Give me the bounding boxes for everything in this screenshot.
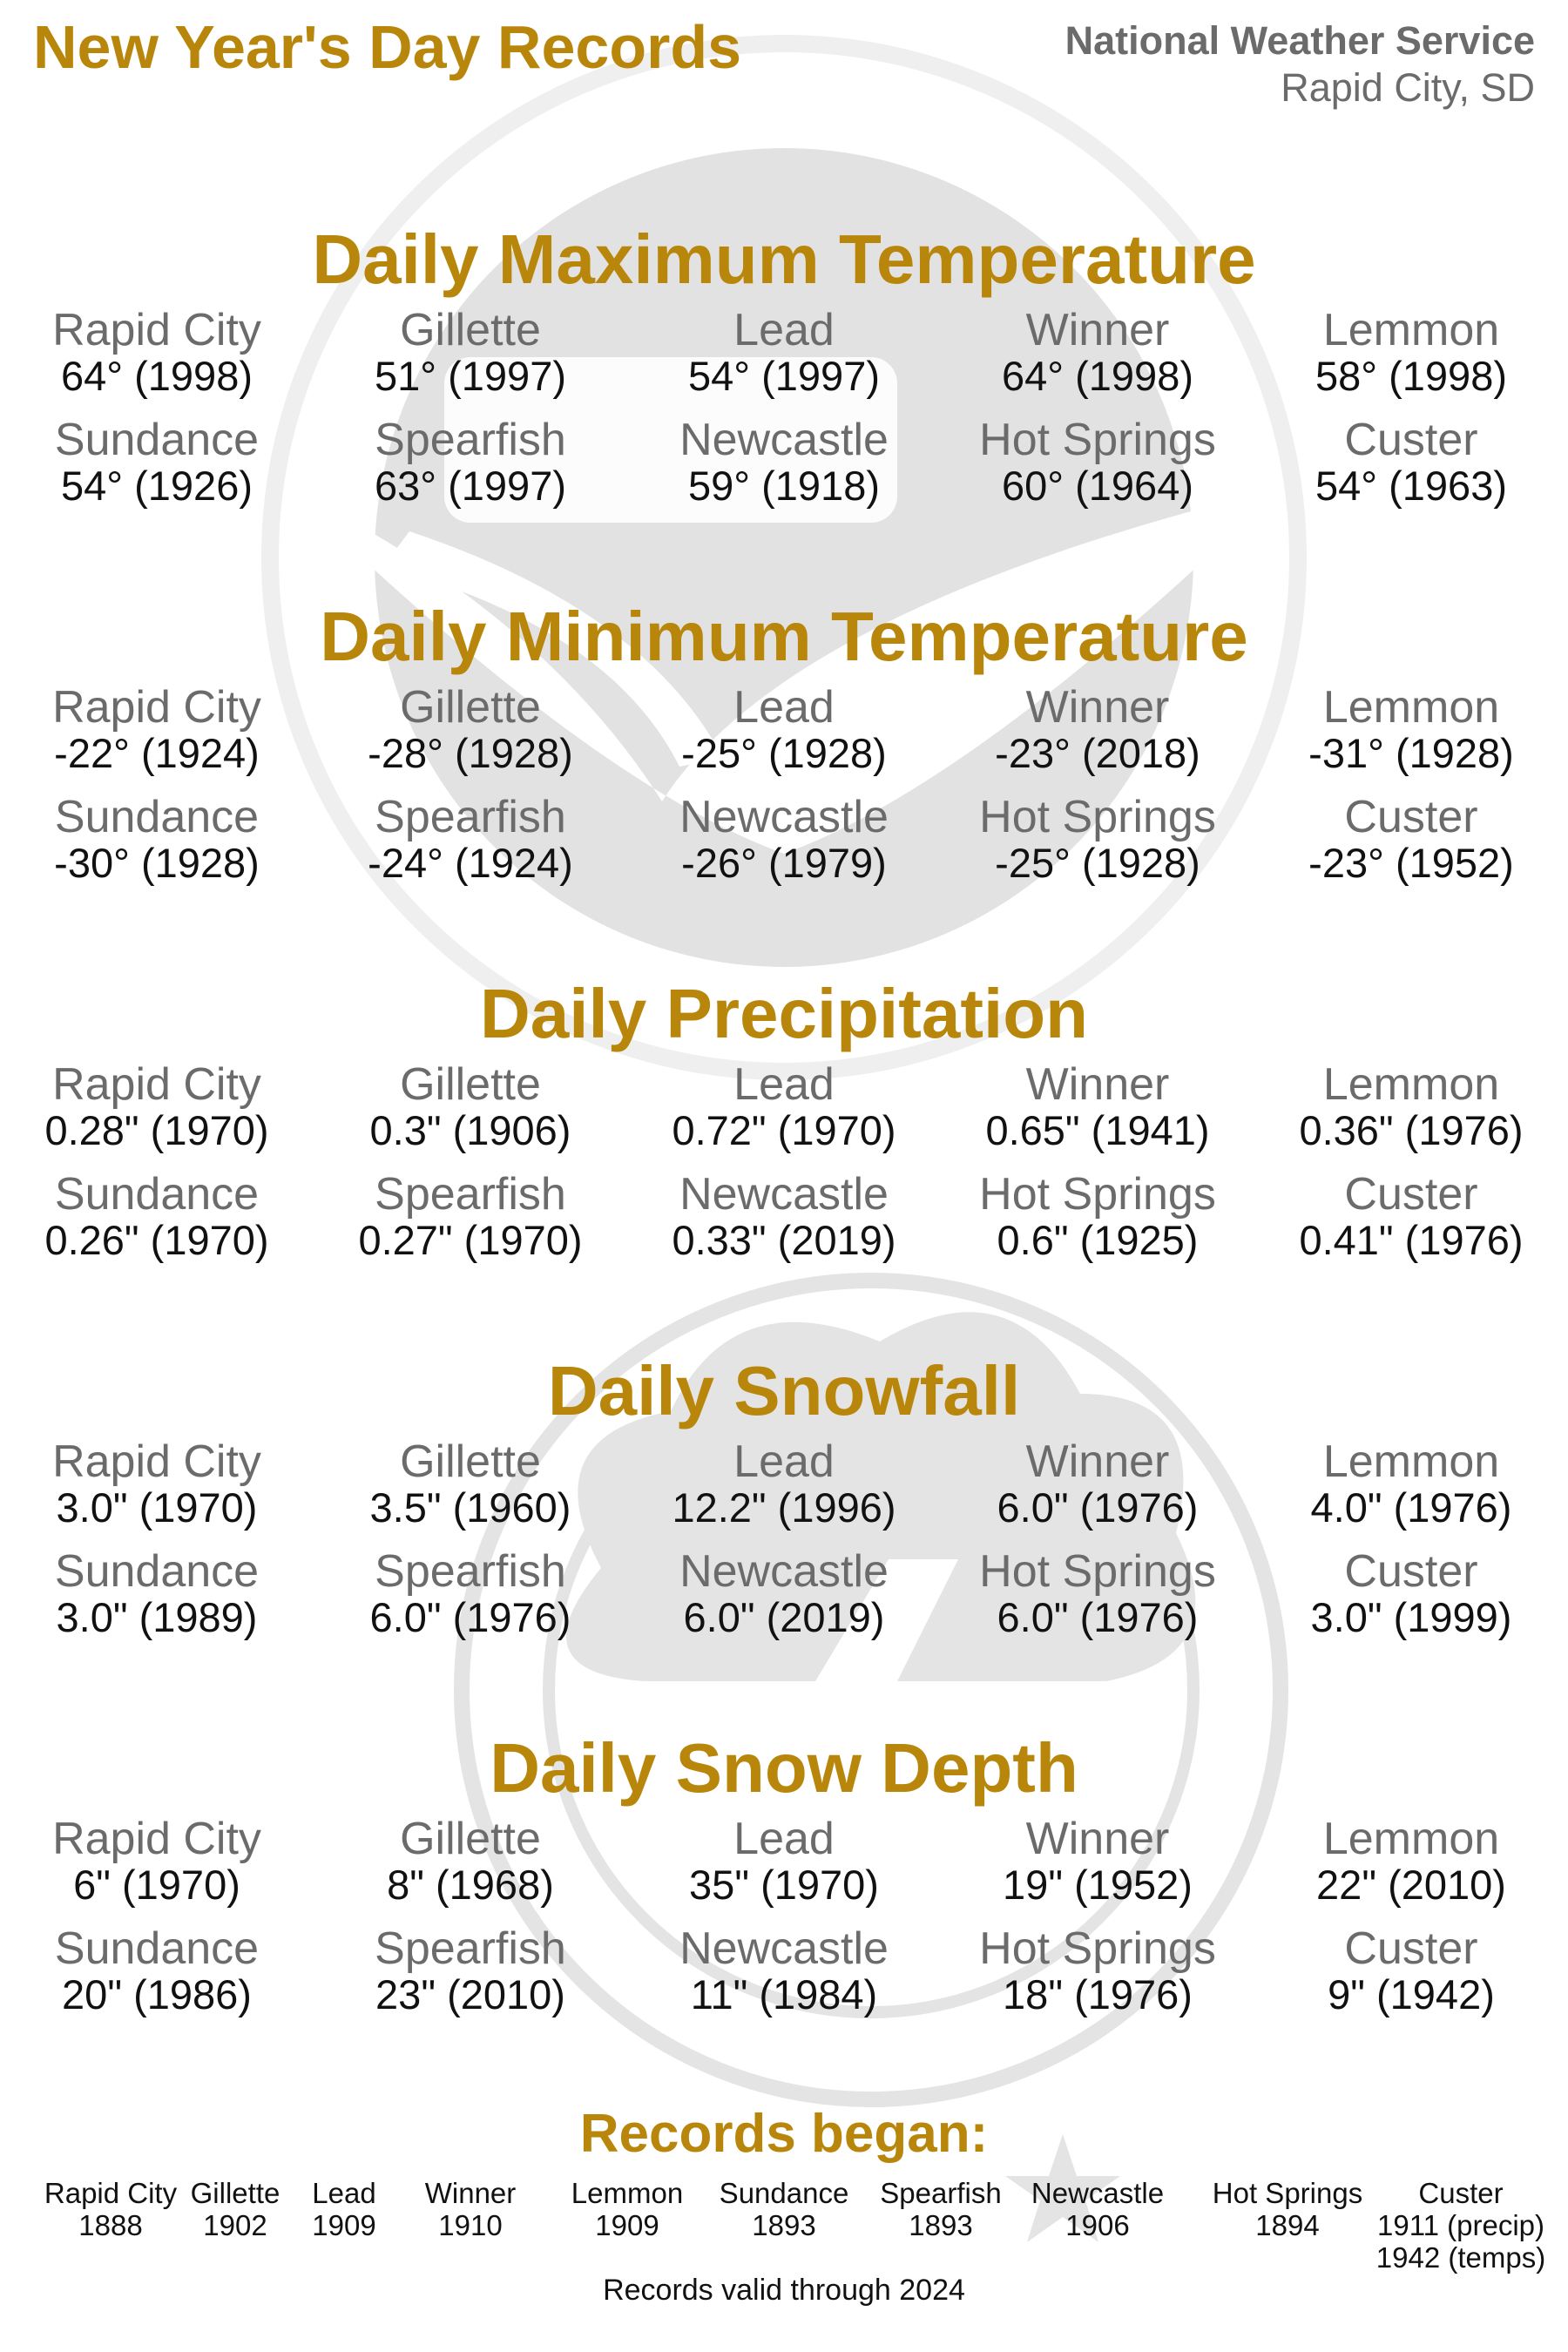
records-began-item <box>571 2178 683 2242</box>
record-value: 0.33" (2019) <box>672 1216 896 1263</box>
record-cell <box>314 791 627 886</box>
record-cell <box>0 1925 314 2016</box>
record-cell <box>627 307 941 397</box>
record-value: 20" (1986) <box>62 1970 252 2017</box>
start-year: 1909 <box>595 2208 659 2241</box>
office-location: Rapid City, SD <box>1281 65 1535 110</box>
record-value: 0.28" (1970) <box>44 1106 269 1153</box>
station-name: Newcastle <box>1031 2177 1165 2209</box>
section-title: Daily Maximum Temperature <box>312 220 1256 298</box>
record-value: 0.72" (1970) <box>672 1106 896 1153</box>
start-year: 1910 <box>438 2208 503 2241</box>
record-value: 59° (1918) <box>688 462 880 509</box>
record-cell <box>627 1061 941 1152</box>
record-cell <box>0 1815 314 1906</box>
record-cell <box>627 791 941 886</box>
record-cell <box>941 684 1254 774</box>
station-name: Sundance <box>54 1923 260 1974</box>
record-cell <box>0 1061 314 1152</box>
record-cell <box>314 1815 627 1906</box>
record-value: 54° (1997) <box>688 352 880 399</box>
station-name: Newcastle <box>679 1545 889 1597</box>
records-valid-note: Records valid through 2024 <box>603 2274 965 2307</box>
start-year: 1911 (precip) <box>1377 2208 1544 2241</box>
station-name: Rapid City <box>52 1814 261 1864</box>
record-cell <box>627 416 941 507</box>
station-name: Newcastle <box>679 414 889 465</box>
station-name: Lead <box>733 1436 835 1487</box>
record-cell <box>1254 1438 1568 1529</box>
record-cell <box>627 1438 941 1529</box>
record-value: 11" (1984) <box>690 1970 878 2017</box>
record-cell <box>1254 307 1568 397</box>
record-cell <box>627 1925 941 2016</box>
station-name: Gillette <box>400 682 541 733</box>
records-began-item <box>720 2178 849 2242</box>
record-cell <box>1254 1545 1568 1640</box>
station-name: Gillette <box>400 1436 541 1487</box>
station-name: Gillette <box>190 2177 280 2209</box>
station-name: Lemmon <box>1322 305 1500 355</box>
station-name: Newcastle <box>679 1168 889 1220</box>
record-value: 4.0" (1976) <box>1310 1484 1512 1531</box>
record-value: 63° (1997) <box>375 462 566 509</box>
record-value: 64° (1998) <box>61 352 253 399</box>
record-cell <box>627 1168 941 1263</box>
station-name: Lead <box>733 305 835 355</box>
record-cell <box>941 1168 1254 1263</box>
record-cell <box>0 791 314 886</box>
record-cell <box>314 416 627 507</box>
station-name: Spearfish <box>375 1168 566 1220</box>
records-began-item <box>425 2178 517 2242</box>
section-title: Daily Snowfall <box>547 1352 1021 1429</box>
section-title: Daily Precipitation <box>480 975 1088 1052</box>
station-name: Rapid City <box>52 682 261 733</box>
record-cell <box>0 1438 314 1529</box>
station-name: Sundance <box>54 1168 260 1220</box>
station-name: Lemmon <box>571 2177 684 2209</box>
records-began-item <box>1031 2178 1164 2242</box>
record-value: 0.26" (1970) <box>44 1216 269 1263</box>
start-year: 1893 <box>752 2208 816 2241</box>
record-value: 60° (1964) <box>1002 462 1193 509</box>
station-name: Newcastle <box>679 791 889 842</box>
record-value: -24° (1924) <box>368 839 573 886</box>
records-began-item <box>1376 2178 1545 2274</box>
record-value: 0.41" (1976) <box>1299 1216 1524 1263</box>
station-name: Hot Springs <box>979 1923 1216 1974</box>
station-name: Lemmon <box>1322 1814 1500 1864</box>
office-name: National Weather Service <box>1064 18 1535 63</box>
records-began-item <box>312 2178 375 2242</box>
record-value: 3.0" (1970) <box>56 1484 258 1531</box>
record-cell <box>0 1168 314 1263</box>
record-value: 0.65" (1941) <box>985 1106 1210 1153</box>
page-title: New Year's Day Records <box>33 13 742 81</box>
section-min-temp <box>0 598 1568 886</box>
station-name: Rapid City <box>52 1436 261 1487</box>
record-value: 9" (1942) <box>1328 1970 1495 2017</box>
station-name: Rapid City <box>52 1059 261 1110</box>
record-value: 23" (2010) <box>375 1970 565 2017</box>
station-name: Winner <box>424 2177 517 2209</box>
records-began-item <box>880 2178 1001 2242</box>
record-value: -28° (1928) <box>368 729 573 776</box>
record-value: 6" (1970) <box>73 1861 240 1908</box>
station-name: Custer <box>1344 1545 1478 1597</box>
record-cell <box>0 307 314 397</box>
record-value: 3.0" (1989) <box>56 1593 258 1640</box>
records-grid <box>0 1815 1568 2016</box>
record-cell <box>1254 416 1568 507</box>
record-value: 3.5" (1960) <box>369 1484 571 1531</box>
record-cell <box>314 1168 627 1263</box>
record-cell <box>627 1545 941 1640</box>
station-name: Winner <box>1025 682 1170 733</box>
record-cell <box>314 1438 627 1529</box>
record-value: -23° (1952) <box>1308 839 1514 886</box>
office-header <box>1065 17 1535 112</box>
records-began-list <box>0 2178 1568 2282</box>
record-cell <box>1254 1168 1568 1263</box>
station-name: Gillette <box>400 1059 541 1110</box>
start-year: 1902 <box>203 2208 267 2241</box>
station-name: Hot Springs <box>979 1168 1216 1220</box>
station-name: Hot Springs <box>979 791 1216 842</box>
record-value: 6.0" (2019) <box>683 1593 885 1640</box>
record-cell <box>314 1545 627 1640</box>
start-year: 1894 <box>1255 2208 1320 2241</box>
record-value: 64° (1998) <box>1002 352 1193 399</box>
record-value: -31° (1928) <box>1308 729 1514 776</box>
records-grid <box>0 684 1568 884</box>
station-name: Gillette <box>400 305 541 355</box>
station-name: Spearfish <box>375 791 566 842</box>
record-cell <box>1254 1061 1568 1152</box>
station-name: Winner <box>1025 305 1170 355</box>
station-name: Sundance <box>54 414 260 465</box>
station-name: Custer <box>1344 1923 1478 1974</box>
station-name: Hot Springs <box>1212 2177 1363 2209</box>
start-year: 1888 <box>78 2208 143 2241</box>
station-name: Custer <box>1344 791 1478 842</box>
station-name: Spearfish <box>375 414 566 465</box>
record-value: 19" (1952) <box>1003 1861 1193 1908</box>
station-name: Custer <box>1344 414 1478 465</box>
record-value: 0.27" (1970) <box>358 1216 583 1263</box>
station-name: Lemmon <box>1322 682 1500 733</box>
record-cell <box>0 684 314 774</box>
record-value: 0.36" (1976) <box>1299 1106 1524 1153</box>
record-value: 6.0" (1976) <box>997 1484 1199 1531</box>
record-cell <box>1254 1925 1568 2016</box>
record-cell <box>941 307 1254 397</box>
station-name: Lead <box>733 682 835 733</box>
record-value: 0.6" (1925) <box>997 1216 1199 1263</box>
record-cell <box>314 307 627 397</box>
record-value: 51° (1997) <box>375 352 566 399</box>
station-name: Lead <box>312 2177 376 2209</box>
record-cell <box>1254 791 1568 886</box>
station-name: Custer <box>1418 2177 1504 2209</box>
station-name: Sundance <box>54 791 260 842</box>
station-name: Hot Springs <box>979 414 1216 465</box>
station-name: Custer <box>1344 1168 1478 1220</box>
station-name: Gillette <box>400 1814 541 1864</box>
record-value: 58° (1998) <box>1315 352 1507 399</box>
record-value: -25° (1928) <box>681 729 887 776</box>
start-year: 1909 <box>312 2208 376 2241</box>
record-cell <box>0 1545 314 1640</box>
record-cell <box>941 1815 1254 1906</box>
station-name: Lemmon <box>1322 1436 1500 1487</box>
start-year: 1893 <box>909 2208 973 2241</box>
record-value: 12.2" (1996) <box>672 1484 896 1531</box>
records-began-title: Records began: <box>579 2104 989 2164</box>
records-began-item <box>1213 2178 1362 2242</box>
record-value: 0.3" (1906) <box>369 1106 571 1153</box>
station-name: Lead <box>733 1059 835 1110</box>
record-cell <box>941 1925 1254 2016</box>
record-value: -30° (1928) <box>54 839 260 886</box>
station-name: Spearfish <box>375 1545 566 1597</box>
station-name: Winner <box>1025 1436 1170 1487</box>
section-snow-depth <box>0 1729 1568 2017</box>
records-began-item <box>44 2178 177 2242</box>
record-value: 6.0" (1976) <box>369 1593 571 1640</box>
station-name: Lemmon <box>1322 1059 1500 1110</box>
station-name: Rapid City <box>52 305 261 355</box>
record-cell <box>314 1925 627 2016</box>
record-value: 8" (1968) <box>387 1861 554 1908</box>
station-name: Sundance <box>54 1545 260 1597</box>
record-value: 3.0" (1999) <box>1310 1593 1512 1640</box>
station-name: Hot Springs <box>979 1545 1216 1597</box>
station-name: Sundance <box>719 2177 849 2209</box>
records-began-item <box>191 2178 280 2242</box>
section-title: Daily Minimum Temperature <box>320 598 1248 675</box>
section-precipitation <box>0 975 1568 1263</box>
record-value: 54° (1926) <box>61 462 253 509</box>
record-cell <box>627 1815 941 1906</box>
station-name: Newcastle <box>679 1923 889 1974</box>
records-grid <box>0 1438 1568 1639</box>
station-name: Spearfish <box>880 2177 1002 2209</box>
station-name: Rapid City <box>44 2177 178 2209</box>
record-value: -23° (2018) <box>995 729 1200 776</box>
records-grid <box>0 1061 1568 1261</box>
record-value: -22° (1924) <box>54 729 260 776</box>
record-cell <box>941 1061 1254 1152</box>
record-value: 54° (1963) <box>1315 462 1507 509</box>
record-value: 35" (1970) <box>689 1861 879 1908</box>
station-name: Lead <box>733 1814 835 1864</box>
record-cell <box>941 1545 1254 1640</box>
record-cell <box>314 1061 627 1152</box>
record-cell <box>627 684 941 774</box>
start-year: 1942 (temps) <box>1375 2240 1546 2274</box>
record-value: -25° (1928) <box>995 839 1200 886</box>
record-value: 6.0" (1976) <box>997 1593 1199 1640</box>
record-cell <box>1254 684 1568 774</box>
record-cell <box>314 684 627 774</box>
records-grid <box>0 307 1568 507</box>
record-cell <box>0 416 314 507</box>
station-name: Winner <box>1025 1059 1170 1110</box>
station-name: Winner <box>1025 1814 1170 1864</box>
record-value: 22" (2010) <box>1316 1861 1506 1908</box>
section-max-temp <box>0 220 1568 509</box>
record-cell <box>941 1438 1254 1529</box>
section-snowfall <box>0 1352 1568 1640</box>
record-value: 18" (1976) <box>1003 1970 1193 2017</box>
record-cell <box>941 416 1254 507</box>
record-cell <box>941 791 1254 886</box>
record-value: -26° (1979) <box>681 839 887 886</box>
record-cell <box>1254 1815 1568 1906</box>
station-name: Spearfish <box>375 1923 566 1974</box>
start-year: 1906 <box>1065 2208 1130 2241</box>
section-title: Daily Snow Depth <box>490 1729 1078 1807</box>
